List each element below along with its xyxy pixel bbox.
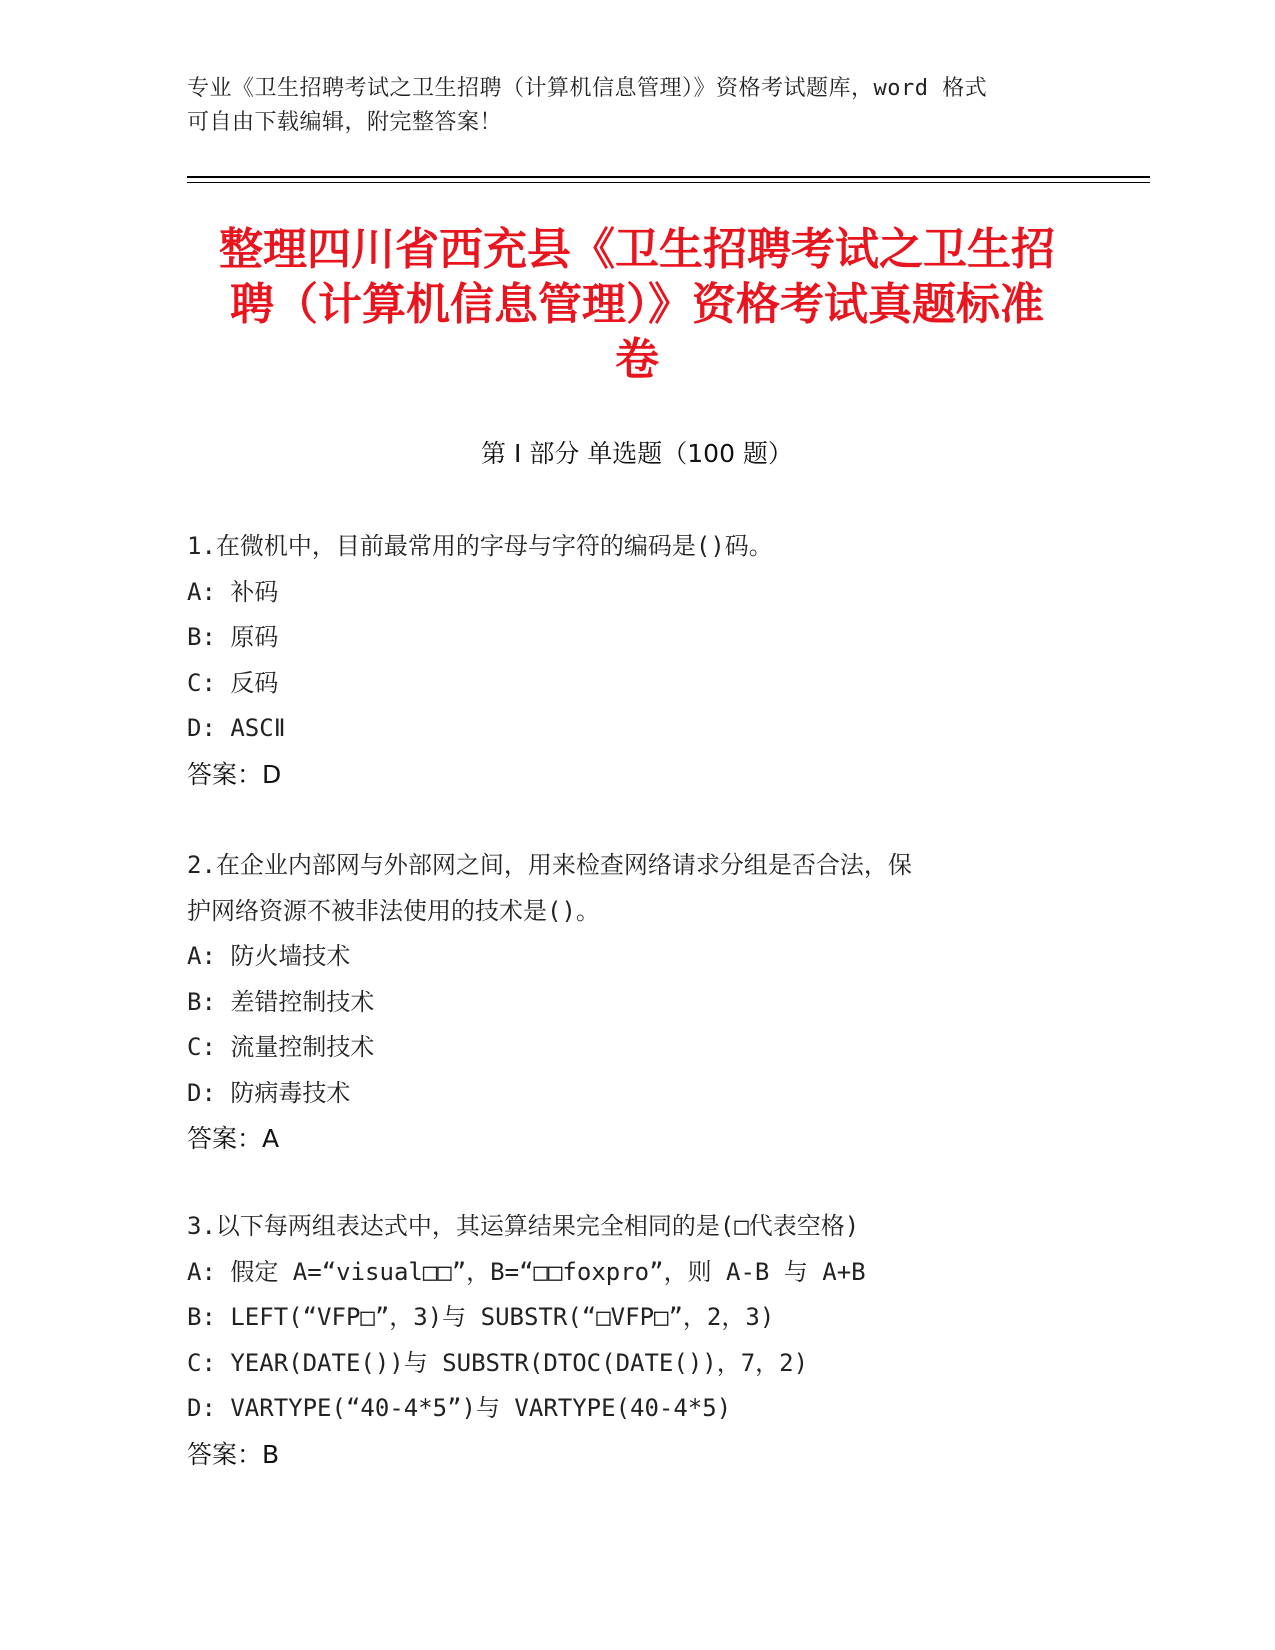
option-a: A: 假定 A=“visual□□”，B=“□□foxpro”，则 A-B 与 A+B	[187, 1257, 866, 1286]
question-stem: 3.以下每两组表达式中，其运算结果完全相同的是(□代表空格)	[187, 1212, 860, 1240]
header-note-line-2: 可自由下载编辑，附完整答案！	[187, 110, 503, 135]
section-heading: 第 I 部分 单选题（100 题）	[481, 439, 793, 468]
header-note	[187, 72, 1067, 140]
header-note-line-1: 专业《卫生招聘考试之卫生招聘（计算机信息管理）》资格考试题库，word 格式	[187, 76, 988, 101]
option-b: B: 原码	[187, 623, 279, 651]
question-2	[187, 843, 1067, 1162]
question-stem-line-2: 护网络资源不被非法使用的技术是()。	[187, 896, 600, 925]
header-divider-thick	[187, 176, 1150, 178]
option-c: C: 流量控制技术	[187, 1033, 375, 1061]
option-d: D: ASCⅡ	[187, 714, 286, 742]
option-d: D: VARTYPE(“40-4*5”)与 VARTYPE(40-4*5)	[187, 1394, 732, 1422]
question-3	[187, 1204, 1067, 1477]
document-title-line-3: 卷	[615, 334, 659, 385]
document-title	[187, 222, 1087, 387]
answer-line: 答案：A	[187, 1124, 280, 1153]
option-a: A: 补码	[187, 577, 279, 606]
option-c: C: YEAR(DATE())与 SUBSTR(DTOC(DATE())，7，2)	[187, 1348, 809, 1377]
option-a: A: 防火墙技术	[187, 942, 351, 970]
option-c: C: 反码	[187, 668, 279, 697]
question-stem: 1.在微机中，目前最常用的字母与字符的编码是()码。	[187, 532, 773, 560]
option-b: B: 差错控制技术	[187, 987, 375, 1016]
question-stem-line-1: 2.在企业内部网与外部网之间，用来检查网络请求分组是否合法，保	[187, 851, 912, 879]
header-divider-thin	[187, 182, 1150, 183]
question-1	[187, 524, 1067, 797]
document-title-line-2: 聘（计算机信息管理）》资格考试真题标准	[230, 279, 1044, 330]
option-d: D: 防病毒技术	[187, 1078, 351, 1107]
answer-line: 答案：D	[187, 759, 282, 789]
document-title-line-1: 整理四川省西充县《卫生招聘考试之卫生招	[219, 224, 1055, 275]
answer-line: 答案：B	[187, 1439, 280, 1469]
option-b: B: LEFT(“VFP□”，3)与 SUBSTR(“□VFP□”，2，3)	[187, 1303, 775, 1331]
